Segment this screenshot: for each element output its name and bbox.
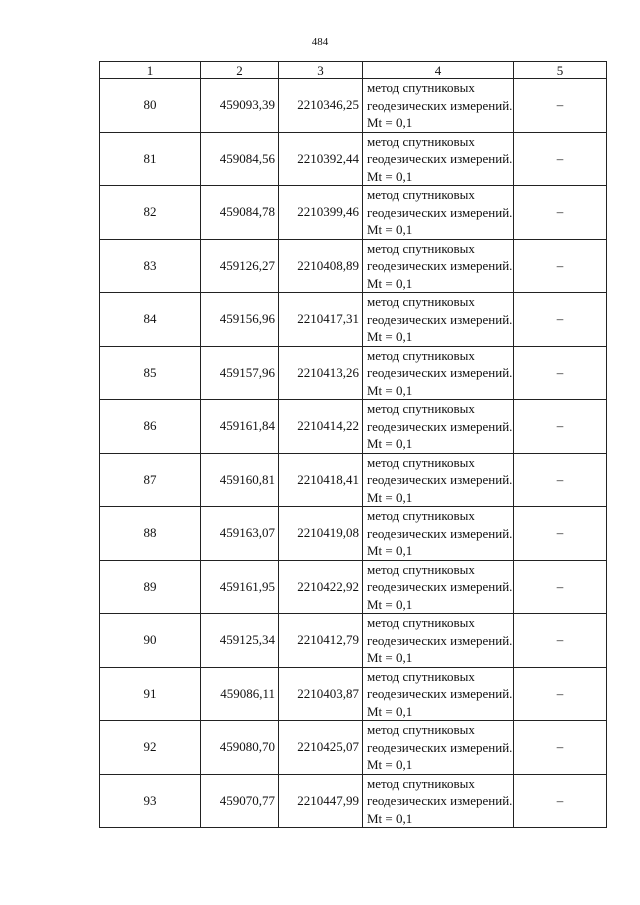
coordinate-y: 2210346,25 bbox=[279, 79, 363, 133]
note-cell: – bbox=[514, 79, 607, 133]
table-row bbox=[100, 186, 607, 240]
table-row bbox=[100, 774, 607, 828]
point-number: 90 bbox=[100, 614, 201, 668]
note-cell: – bbox=[514, 667, 607, 721]
table-header-row bbox=[100, 62, 607, 79]
coordinate-x: 459157,96 bbox=[201, 346, 279, 400]
measurement-method: метод спутниковых геодезических измерений. Mt = 0,1 bbox=[363, 614, 514, 668]
coordinate-y: 2210447,99 bbox=[279, 774, 363, 828]
column-header-1: 1 bbox=[100, 62, 201, 79]
coordinate-y: 2210392,44 bbox=[279, 132, 363, 186]
page-number: 484 bbox=[311, 36, 329, 48]
coordinate-y: 2210403,87 bbox=[279, 667, 363, 721]
note-cell: – bbox=[514, 400, 607, 454]
note-cell: – bbox=[514, 560, 607, 614]
column-header-2: 2 bbox=[201, 62, 279, 79]
coordinate-x: 459093,39 bbox=[201, 79, 279, 133]
table-row bbox=[100, 132, 607, 186]
table-row bbox=[100, 614, 607, 668]
note-cell: – bbox=[514, 774, 607, 828]
point-number: 87 bbox=[100, 453, 201, 507]
coordinates-table bbox=[99, 61, 607, 828]
table-row bbox=[100, 293, 607, 347]
point-number: 86 bbox=[100, 400, 201, 454]
measurement-method: метод спутниковых геодезических измерений. Mt = 0,1 bbox=[363, 346, 514, 400]
table-row bbox=[100, 79, 607, 133]
point-number: 88 bbox=[100, 507, 201, 561]
coordinate-x: 459070,77 bbox=[201, 774, 279, 828]
table-body bbox=[100, 79, 607, 828]
note-cell: – bbox=[514, 239, 607, 293]
measurement-method: метод спутниковых геодезических измерений. Mt = 0,1 bbox=[363, 400, 514, 454]
coordinate-x: 459084,78 bbox=[201, 186, 279, 240]
measurement-method: метод спутниковых геодезических измерений. Mt = 0,1 bbox=[363, 507, 514, 561]
note-cell: – bbox=[514, 507, 607, 561]
table-row bbox=[100, 721, 607, 775]
table-row bbox=[100, 239, 607, 293]
point-number: 91 bbox=[100, 667, 201, 721]
coordinate-x: 459125,34 bbox=[201, 614, 279, 668]
coordinate-x: 459080,70 bbox=[201, 721, 279, 775]
measurement-method: метод спутниковых геодезических измерений. Mt = 0,1 bbox=[363, 560, 514, 614]
coordinate-y: 2210412,79 bbox=[279, 614, 363, 668]
measurement-method: метод спутниковых геодезических измерений. Mt = 0,1 bbox=[363, 186, 514, 240]
note-cell: – bbox=[514, 293, 607, 347]
coordinate-y: 2210418,41 bbox=[279, 453, 363, 507]
note-cell: – bbox=[514, 453, 607, 507]
point-number: 85 bbox=[100, 346, 201, 400]
note-cell: – bbox=[514, 132, 607, 186]
measurement-method: метод спутниковых геодезических измерений. Mt = 0,1 bbox=[363, 667, 514, 721]
measurement-method: метод спутниковых геодезических измерений. Mt = 0,1 bbox=[363, 239, 514, 293]
table-row bbox=[100, 346, 607, 400]
coordinate-x: 459084,56 bbox=[201, 132, 279, 186]
point-number: 92 bbox=[100, 721, 201, 775]
coordinate-x: 459086,11 bbox=[201, 667, 279, 721]
coordinate-x: 459156,96 bbox=[201, 293, 279, 347]
point-number: 82 bbox=[100, 186, 201, 240]
column-header-4: 4 bbox=[363, 62, 514, 79]
note-cell: – bbox=[514, 614, 607, 668]
measurement-method: метод спутниковых геодезических измерений. Mt = 0,1 bbox=[363, 774, 514, 828]
note-cell: – bbox=[514, 721, 607, 775]
note-cell: – bbox=[514, 186, 607, 240]
point-number: 93 bbox=[100, 774, 201, 828]
coordinate-x: 459163,07 bbox=[201, 507, 279, 561]
coordinate-x: 459161,95 bbox=[201, 560, 279, 614]
measurement-method: метод спутниковых геодезических измерений. Mt = 0,1 bbox=[363, 132, 514, 186]
coordinate-x: 459126,27 bbox=[201, 239, 279, 293]
coordinate-y: 2210422,92 bbox=[279, 560, 363, 614]
point-number: 83 bbox=[100, 239, 201, 293]
measurement-method: метод спутниковых геодезических измерений. Mt = 0,1 bbox=[363, 453, 514, 507]
table-row bbox=[100, 667, 607, 721]
coordinate-y: 2210425,07 bbox=[279, 721, 363, 775]
coordinate-y: 2210419,08 bbox=[279, 507, 363, 561]
coordinate-y: 2210414,22 bbox=[279, 400, 363, 454]
coordinate-y: 2210413,26 bbox=[279, 346, 363, 400]
coordinate-y: 2210399,46 bbox=[279, 186, 363, 240]
column-header-5: 5 bbox=[514, 62, 607, 79]
table-row bbox=[100, 400, 607, 454]
coordinate-y: 2210417,31 bbox=[279, 293, 363, 347]
measurement-method: метод спутниковых геодезических измерений. Mt = 0,1 bbox=[363, 293, 514, 347]
table-row bbox=[100, 560, 607, 614]
measurement-method: метод спутниковых геодезических измерений. Mt = 0,1 bbox=[363, 79, 514, 133]
coordinate-y: 2210408,89 bbox=[279, 239, 363, 293]
table-row bbox=[100, 507, 607, 561]
column-header-3: 3 bbox=[279, 62, 363, 79]
note-cell: – bbox=[514, 346, 607, 400]
point-number: 81 bbox=[100, 132, 201, 186]
point-number: 84 bbox=[100, 293, 201, 347]
point-number: 80 bbox=[100, 79, 201, 133]
table-row bbox=[100, 453, 607, 507]
coordinate-x: 459160,81 bbox=[201, 453, 279, 507]
point-number: 89 bbox=[100, 560, 201, 614]
coordinate-x: 459161,84 bbox=[201, 400, 279, 454]
measurement-method: метод спутниковых геодезических измерений. Mt = 0,1 bbox=[363, 721, 514, 775]
